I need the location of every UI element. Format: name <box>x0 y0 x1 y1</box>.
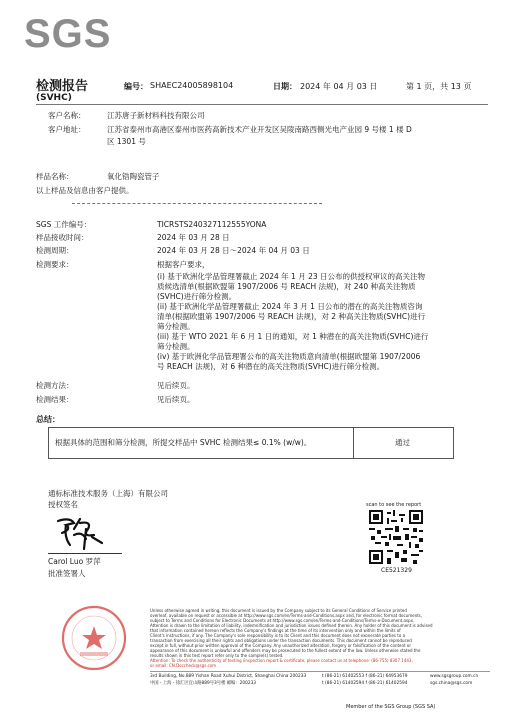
signer-role: 批准签署人 <box>48 569 86 578</box>
client-address-line2: 区 1301 号 <box>107 137 146 146</box>
client-address-label: 客户地址： <box>48 125 86 134</box>
sample-name: 氧化锆陶瓷管子 <box>107 172 160 181</box>
website-link[interactable]: www.sgsgroup.com.cn <box>430 674 479 679</box>
test-result: 见后续页。 <box>157 395 195 404</box>
section-divider <box>72 203 322 204</box>
report-number: SHAEC24005898104 <box>150 81 234 90</box>
email-link[interactable]: sgs.china@sgs.com <box>430 681 473 686</box>
test-requirement-list <box>157 272 467 372</box>
test-method-label: 检测方法： <box>36 381 74 390</box>
test-method: 见后续页。 <box>157 381 195 390</box>
sgs-logo: SGS <box>24 12 112 56</box>
summary-label: 总结： <box>36 415 60 424</box>
summary-text: 根据具体的范围和筛分检测，所提交样品中 SVHC 检测结果≤ 0.1% (w/w)。 <box>55 438 312 447</box>
req-line: 筛分检测。 <box>157 342 195 351</box>
test-requirement-intro: 根据客户要求， <box>157 260 210 269</box>
req-line: 质候选清单(根据欧盟第 1907/2006 号 REACH 法规)，对 240 种高关注物质 <box>157 282 416 291</box>
req-line: 筛分检测。 <box>157 322 195 331</box>
client-name-label: 客户名称： <box>48 111 86 120</box>
report-date: 2024 年 04 月 03 日 <box>300 82 378 91</box>
qr-caption: scan to see the report <box>366 502 422 508</box>
sample-name-label: 样品名称： <box>36 172 74 181</box>
job-number-label: SGS 工作编号： <box>36 220 92 229</box>
req-line: (SVHC)进行筛分检测。 <box>157 292 237 301</box>
test-period-label: 检测周期： <box>36 246 74 255</box>
test-requirement-label: 检测要求： <box>36 260 74 269</box>
address-en: 3rd Building, No.889 Yishan Road Xuhui District, Shanghai China 200233 <box>150 674 307 679</box>
company-seal <box>60 604 128 672</box>
req-line: 清单(根据欧盟第 1907/2006 号 REACH 法规)，对 2 种高关注物质(SVHC)进行 <box>157 312 426 321</box>
req-line: 号 REACH 法规)，对 6 种潜在的高关注物质(SVHC)进行筛分检测。 <box>157 362 385 371</box>
test-period: 2024 年 03 月 28 日～2024 年 04 月 03 日 <box>157 246 310 255</box>
req-line: (iii) 基于 WTO 2021 年 6 月 1 日的通知，对 1 种潜在的高关注物质(SVHC)进行 <box>157 332 429 341</box>
req-line: (ii) 基于欧洲化学品管理署截止 2024 年 3 月 1 日公布的潜在的高关注物质咨询 <box>157 302 423 311</box>
sample-note: 以上样品及信息由客户提供。 <box>36 186 134 195</box>
client-name: 江苏唐子新材料科技有限公司 <box>107 111 205 120</box>
summary-verdict: 通过 <box>395 438 410 447</box>
signature-line <box>48 553 122 554</box>
job-number: TICRSTS240327112555YONA <box>157 220 267 229</box>
report-date-label: 日期： <box>273 82 297 91</box>
qr-code[interactable] <box>369 510 423 564</box>
summary-table <box>48 427 454 459</box>
sgs-member-line: Member of the SGS Group (SGS SA) <box>346 704 436 710</box>
issuing-company: 通标标准技术服务（上海）有限公司 <box>48 489 168 498</box>
header-divider <box>36 104 488 105</box>
receive-date: 2024 年 03 月 28 日 <box>157 233 230 242</box>
req-line: (i) 基于欧洲化学品管理署截止 2024 年 1 月 23 日公布的供授权审议的高关注物 <box>157 272 426 281</box>
report-title: 检测报告 <box>36 79 89 94</box>
footer-rule <box>150 671 490 672</box>
report-subtitle: (SVHC) <box>36 93 72 103</box>
receive-date-label: 样品接收时间： <box>36 233 89 242</box>
authorized-signature-label: 授权签名 <box>48 500 78 509</box>
terms-fine-print: Unless otherwise agreed in writing, this document is issued by the Company subject to its General Conditions of Service printed overleaf, available on request or accessible at http://www.sgs.com/en/Terms-and-Conditions.aspx and, for electronic format documents, subject to Terms and Conditions for Electronic Documents at http://www.sgs.com/en/Terms-and-Conditions/Terms-e-Document.aspx. Attention is drawn to the limitation of liability, indemnification and jurisdiction issues defined therein. Any holder of this document is advised that information contained hereon reflects the Company's findings at the time of its intervention only and within the limits of Client's instructions, if any. The Company's sole responsibility is to its Client and this document does not exonerate parties to a transaction from exercising all their rights and obligations under the transaction documents. This document cannot be reproduced except in full, without prior written approval of the Company. Any unauthorized alteration, forgery or falsification of the content or appearance of this document is unlawful and offenders may be prosecuted to the fullest extent of the law. Unless otherwise stated the results shown in this test report refer only to the sample(s) tested. Attention: To check the authenticity of testing /inspection report & certificate, please contact us at telephone: (86-755) 8307 1443, or email: CN.Doccheck@sgs.com <box>150 608 433 668</box>
phone-cn: t (86-21) 61402594 f (86-21) 61402594 <box>322 681 408 686</box>
summary-divider <box>353 428 354 458</box>
req-line: (iv) 基于欧洲化学品管理署公布的高关注物质意向清单(根据欧盟第 1907/2006 <box>157 352 421 361</box>
test-result-label: 检测结果： <box>36 395 74 404</box>
page-counter: 第 1 页，共 13 页 <box>406 82 472 91</box>
report-number-label: 编号： <box>124 82 148 91</box>
signer-name: Carol Luo 罗萍 <box>48 557 101 566</box>
address-cn: 中国・上海・徐汇区宜山路889号3号楼 邮编：200233 <box>150 681 257 686</box>
phone-en: t (86-21) 61402553 f (86-21) 64953679 <box>322 674 408 679</box>
qr-code-number: CE521329 <box>381 567 412 574</box>
client-address-line1: 江苏省泰州市高港区泰州市医药高新技术产业开发区吴陵南路西侧光电产业园 9 号楼 1 楼 D <box>107 125 412 134</box>
